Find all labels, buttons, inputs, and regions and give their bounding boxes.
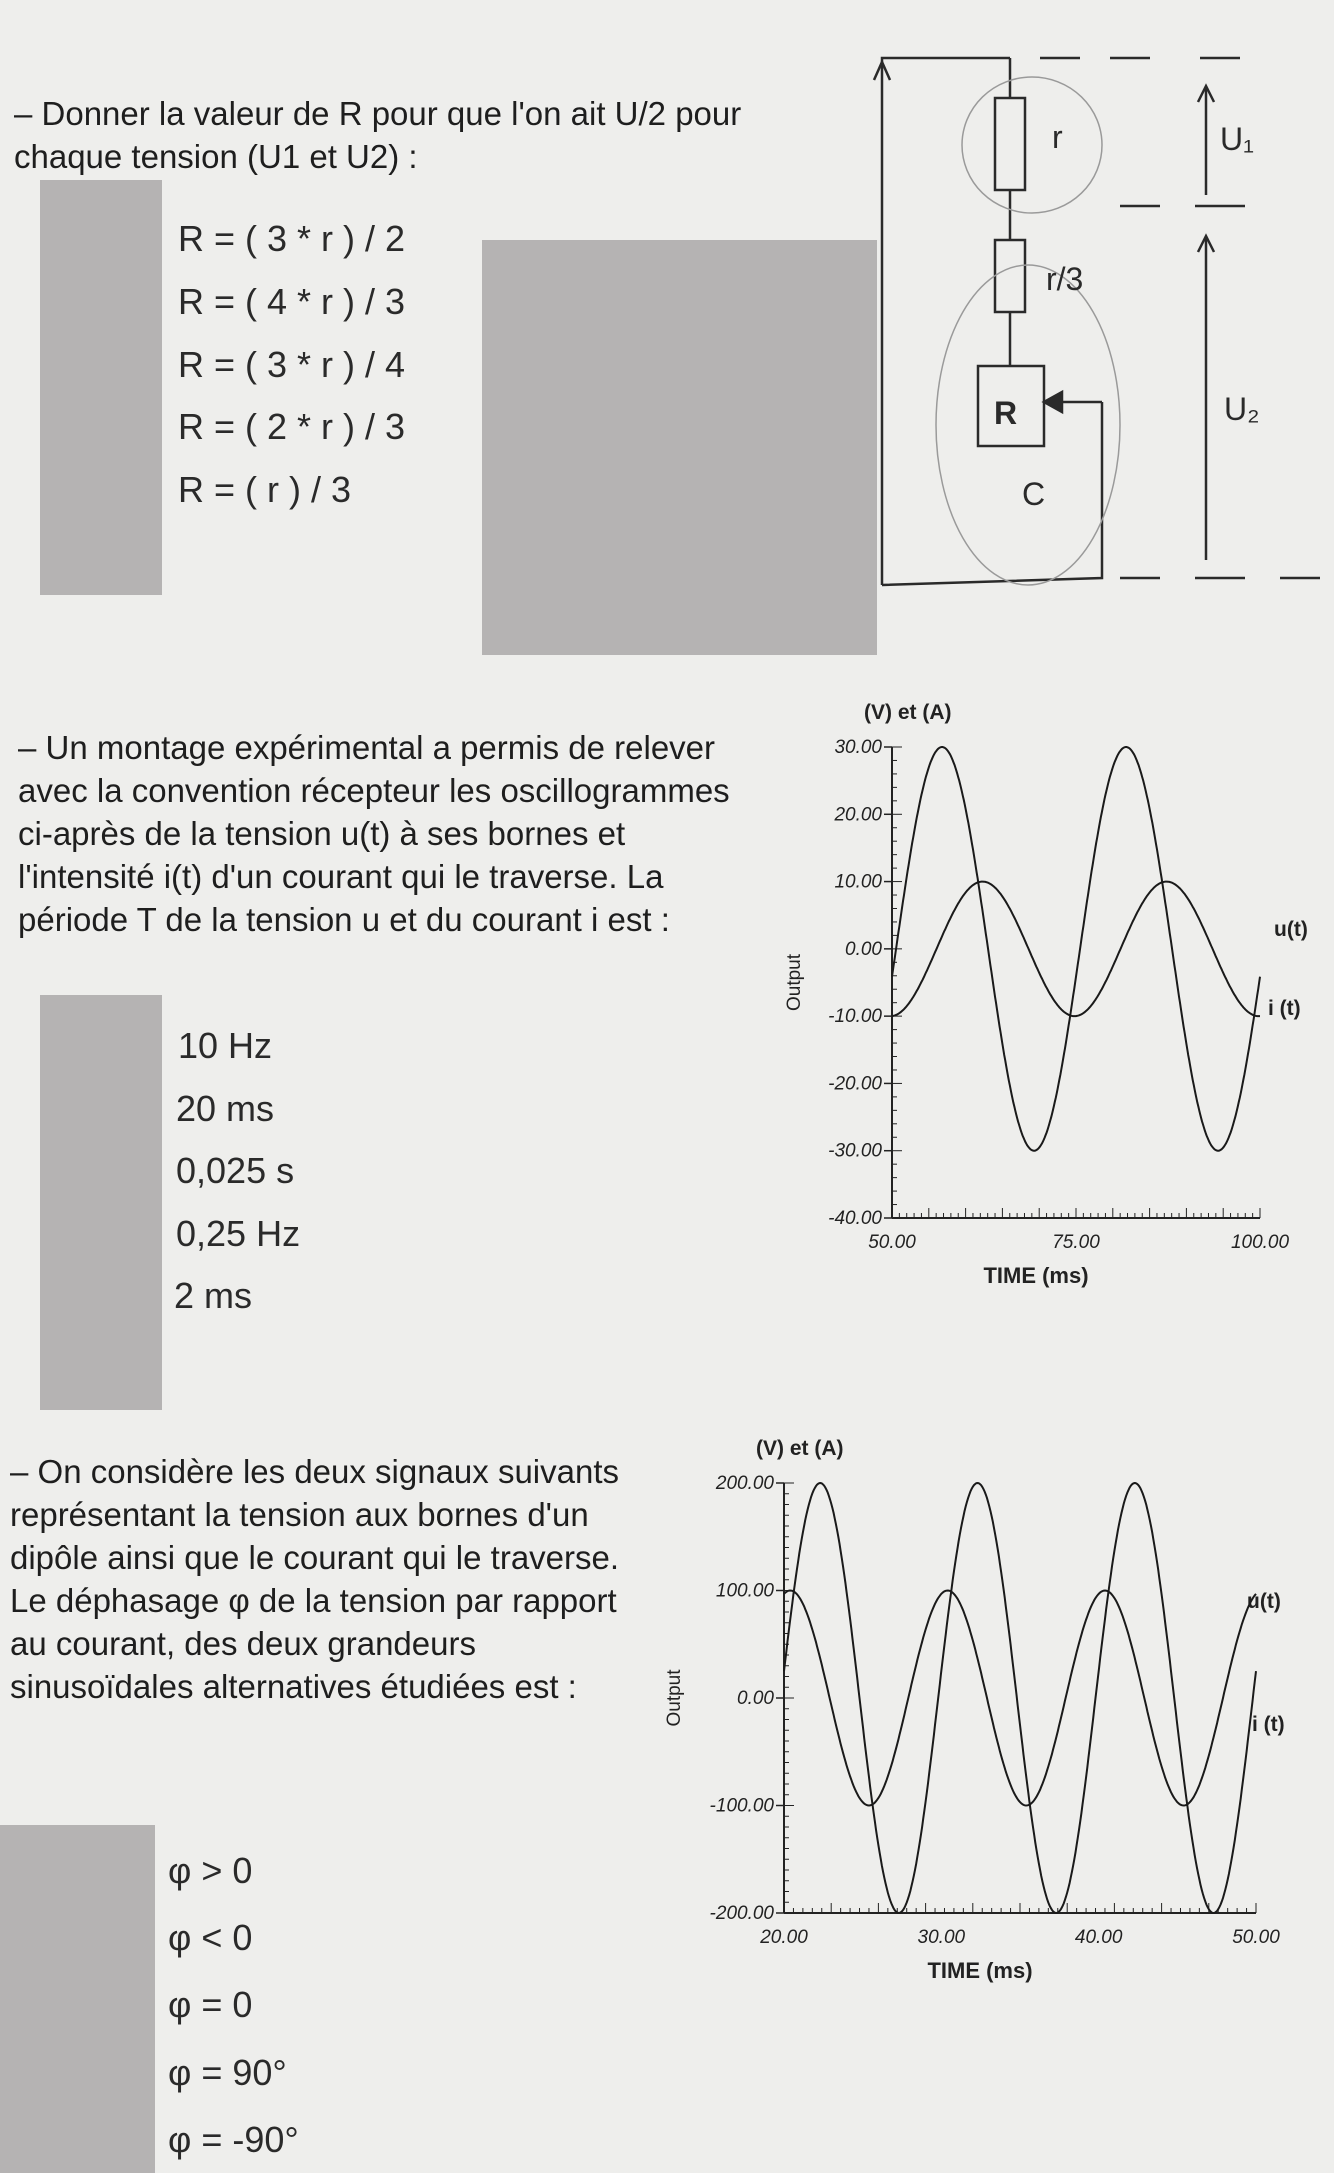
chart-title: (V) et (A): [864, 701, 952, 724]
series-label-1: i (t): [1252, 1713, 1285, 1736]
answer-checkbox-column-2[interactable]: [40, 995, 162, 1410]
q1-option-2[interactable]: R = ( 4 * r ) / 3: [178, 281, 406, 322]
label-R: R: [994, 395, 1018, 431]
y-tick-label: 0.00: [845, 938, 882, 960]
x-tick-label: 20.00: [760, 1927, 808, 1948]
label-r3: r/3: [1046, 261, 1084, 297]
label-U2: U₂: [1224, 391, 1260, 427]
y-tick-label: 200.00: [715, 1473, 774, 1494]
q3-option-3[interactable]: φ = 0: [168, 1984, 253, 2025]
q1-option-1[interactable]: R = ( 3 * r ) / 2: [178, 218, 406, 259]
question-1-prompt: – Donner la valeur de R pour que l'on ait U/2 pour chaque tension (U1 et U2) :: [14, 95, 742, 175]
series-line-1: [784, 1591, 1256, 1806]
question-2-prompt: – Un montage expérimental a permis de relever avec la convention récepteur les oscillogrammes ci-après de la tension u(t) à ses bornes et l'intensité i(t) d'un courant qui le traverse. La période T de la tension u et du courant i est :: [18, 729, 730, 938]
y-tick-label: 10.00: [834, 871, 882, 893]
label-r: r: [1052, 119, 1063, 155]
redacted-area: [482, 240, 877, 655]
y-tick-label: 100.00: [715, 1580, 774, 1602]
circuit-diagram: [870, 40, 1334, 600]
q3-option-1[interactable]: φ > 0: [168, 1850, 253, 1891]
q3-option-5[interactable]: φ = -90°: [168, 2119, 299, 2160]
q1-option-5[interactable]: R = ( r ) / 3: [178, 469, 352, 510]
y-tick-label: -30.00: [828, 1140, 882, 1162]
y-axis-label: Output: [664, 1669, 685, 1727]
x-tick-label: 75.00: [1052, 1232, 1100, 1253]
chart-title: (V) et (A): [756, 1437, 844, 1460]
oscillogram-chart-1: [770, 690, 1334, 1310]
q3-option-4[interactable]: φ = 90°: [168, 2052, 287, 2093]
y-tick-label: -200.00: [709, 1903, 774, 1924]
y-tick-label: 20.00: [834, 804, 882, 826]
q1-option-4[interactable]: R = ( 2 * r ) / 3: [178, 406, 406, 447]
x-tick-label: 30.00: [917, 1927, 966, 1948]
answer-checkbox-column-3[interactable]: [0, 1825, 155, 2173]
series-label-0: u(t): [1274, 918, 1308, 941]
series-line-1: [892, 882, 1260, 1017]
q2-option-4[interactable]: 0,25 Hz: [176, 1213, 301, 1254]
x-tick-label: 100.00: [1230, 1232, 1290, 1253]
label-U1: U₁: [1220, 121, 1254, 157]
x-axis-label: TIME (ms): [927, 1958, 1033, 1983]
label-C: C: [1022, 476, 1046, 512]
q2-option-3[interactable]: 0,025 s: [176, 1150, 295, 1191]
oscillogram-chart-2: [660, 1425, 1334, 2025]
q2-option-1[interactable]: 10 Hz: [178, 1025, 273, 1066]
q1-option-3[interactable]: R = ( 3 * r ) / 4: [178, 344, 406, 385]
series-line-0: [784, 1483, 1256, 1913]
x-tick-label: 40.00: [1074, 1927, 1123, 1948]
x-axis-label: TIME (ms): [983, 1263, 1089, 1288]
series-label-0: u(t): [1247, 1590, 1281, 1613]
question-3-prompt: – On considère les deux signaux suivants représentant la tension aux bornes d'un dipôle ainsi que le courant qui le traverse. Le déphasage φ de la tension par rapport au courant, des deux grandeurs sinusoïdales alternatives étudiées est :: [10, 1453, 620, 1705]
x-tick-label: 50.00: [868, 1232, 916, 1253]
y-tick-label: 30.00: [834, 737, 882, 758]
y-tick-label: -100.00: [709, 1795, 774, 1817]
y-tick-label: -40.00: [828, 1208, 882, 1229]
series-label-1: i (t): [1268, 997, 1301, 1020]
y-tick-label: -20.00: [828, 1073, 882, 1095]
x-tick-label: 50.00: [1232, 1927, 1280, 1948]
series-line-0: [892, 747, 1260, 1151]
y-tick-label: 0.00: [737, 1688, 774, 1709]
y-axis-label: Output: [784, 953, 805, 1012]
q2-option-2[interactable]: 20 ms: [176, 1088, 275, 1129]
answer-checkbox-column-1[interactable]: [40, 180, 162, 595]
q2-option-5[interactable]: 2 ms: [174, 1275, 253, 1316]
y-tick-label: -10.00: [828, 1006, 882, 1028]
q3-option-2[interactable]: φ < 0: [168, 1917, 253, 1958]
